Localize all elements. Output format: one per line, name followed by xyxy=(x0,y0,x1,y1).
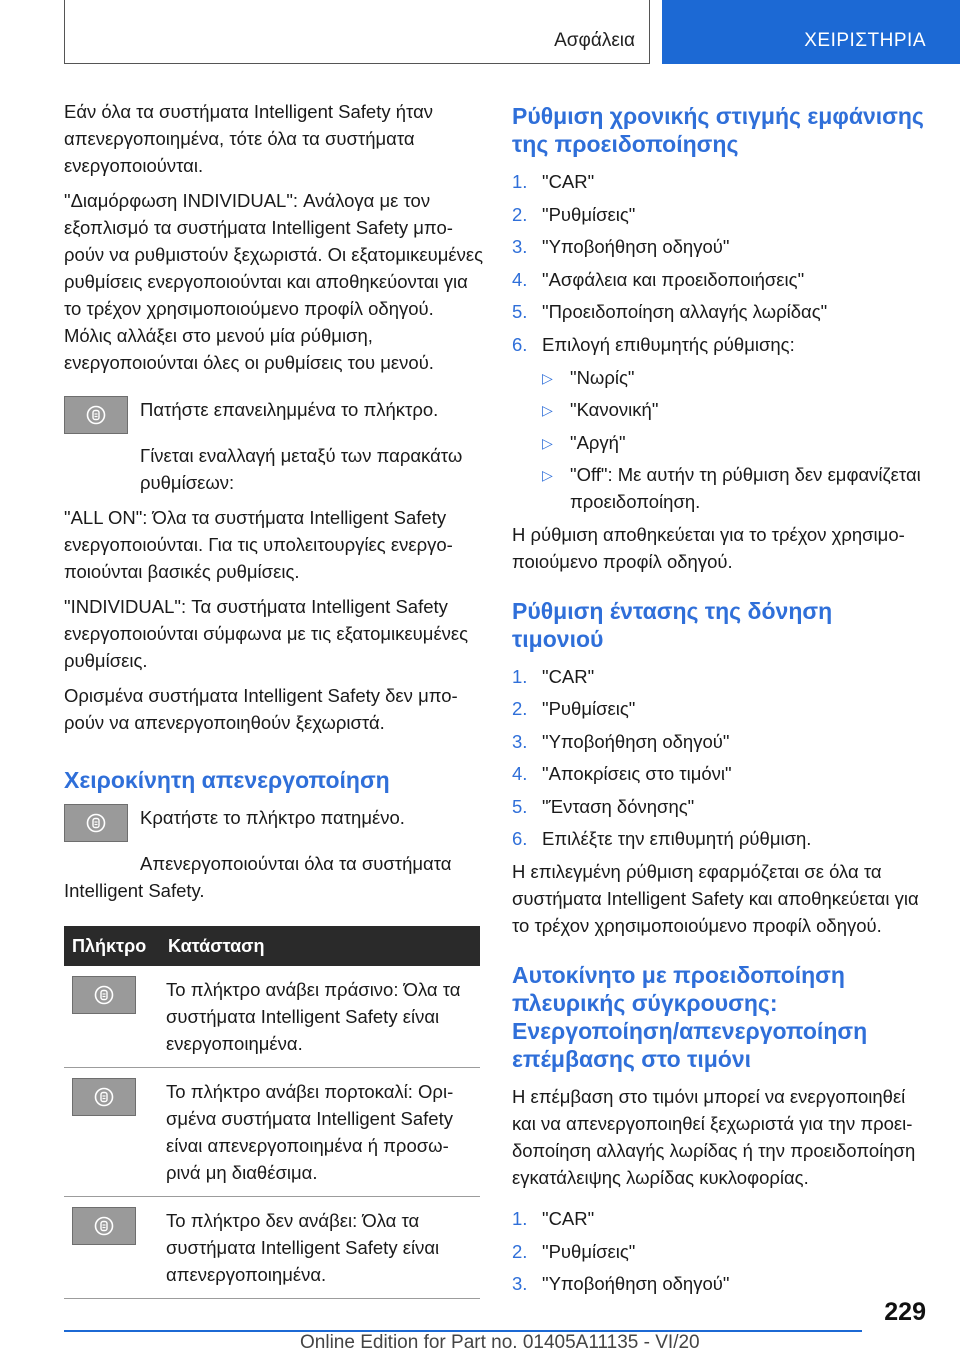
paragraph: "ALL ON": Όλα τα συστήματα Intelligent Safety ενεργοποιούνται. Για τις υπολειτουργίες ενεργοποιούνται βασικές ρυθμίσεις. xyxy=(64,507,453,582)
key-instruction-press xyxy=(64,396,484,450)
left-column xyxy=(64,98,484,1299)
intelligent-safety-key-icon xyxy=(72,1207,136,1245)
paragraph: Εάν όλα τα συστήματα Intelligent Safety ήταν απενεργοποιημένα, τότε όλα τα συστήματα ενεργοποιούνται. xyxy=(64,101,434,176)
option-text: "Off": Με αυτήν τη ρύθμιση δεν εμφανίζεται προειδοποίηση. xyxy=(570,464,921,512)
table-cell-key xyxy=(64,1197,160,1299)
step-number: 5. xyxy=(512,301,528,322)
header-section-title: Ασφάλεια xyxy=(554,30,635,51)
table-row xyxy=(64,966,480,1068)
step-text: "Αποκρίσεις στο τιμόνι" xyxy=(542,763,732,784)
triangle-bullet-icon: ▷ xyxy=(542,402,553,418)
step-text: "Ασφάλεια και προειδοποιήσεις" xyxy=(542,268,805,290)
list-item xyxy=(512,168,924,195)
intelligent-safety-key-icon xyxy=(64,396,128,434)
section-heading: Ρύθμιση έντασης της δόνηση τιμονιού xyxy=(512,597,833,652)
option-text: "Κανονική" xyxy=(570,399,659,420)
list-item xyxy=(512,793,924,820)
table-row xyxy=(64,1068,480,1197)
list-item xyxy=(512,233,924,260)
key-status-table xyxy=(64,926,480,1299)
paragraph: Η επέμβαση στο τιμόνι μπορεί να ενεργοποιηθεί και να απενεργοποιηθεί ξεχωριστά για την προειδοποίηση αλλαγής λωρίδας ή την προειδοποίηση εγκατάλειψης λωρίδας κυκλοφορίας. xyxy=(512,1086,916,1188)
list-item xyxy=(512,1270,924,1297)
table-cell-status: Το πλήκτρο ανάβει πορτοκαλί: Ορισμένα συστήματα Intelligent Safety είναι απενεργοποιημένα ή προσωρινά μη διαθέσιμα. xyxy=(160,1068,480,1197)
step-text: "Υποβοήθηση οδηγού" xyxy=(542,730,730,752)
step-number: 3. xyxy=(512,236,528,257)
step-number: 1. xyxy=(512,1208,528,1229)
steps-list xyxy=(512,1205,924,1297)
step-text: "CAR" xyxy=(542,171,595,192)
instruction-text: Πατήστε επανειλημμένα το πλήκτρο. xyxy=(140,399,439,420)
section-heading: Χειροκίνητη απενεργοποίηση xyxy=(64,767,390,793)
key-instruction-hold xyxy=(64,804,484,858)
step-number: 4. xyxy=(512,268,528,290)
paragraph: Απενεργοποιούνται όλα τα συστήματα Intelligent Safety. xyxy=(64,853,452,901)
table-cell-key xyxy=(64,966,160,1068)
step-text: Επιλέξτε την επιθυμητή ρύθμιση. xyxy=(542,828,812,849)
step-text: "CAR" xyxy=(542,1208,595,1229)
step-number: 3. xyxy=(512,730,528,752)
paragraph xyxy=(64,442,484,496)
step-text: "Ρυθμίσεις" xyxy=(542,1240,636,1262)
table-header-status: Κατάσταση xyxy=(160,926,480,966)
header-chapter-title: ΧΕΙΡΙΣΤΗΡΙΑ xyxy=(804,30,926,51)
instruction-text: Κρατήστε το πλήκτρο πατημένο. xyxy=(140,807,405,828)
step-number: 6. xyxy=(512,333,528,355)
step-text: Επιλογή επιθυμητής ρύθμισης: xyxy=(542,333,795,355)
step-number: 1. xyxy=(512,171,528,192)
step-number: 6. xyxy=(512,828,528,849)
list-item xyxy=(512,760,924,787)
step-text: "Υποβοήθηση οδηγού" xyxy=(542,1273,730,1294)
paragraph: "INDIVIDUAL": Τα συστήματα Intelligent Safety ενεργοποιούνται σύμφωνα με τις εξατομικευμένες ρυθμίσεις. xyxy=(64,596,469,671)
triangle-bullet-icon: ▷ xyxy=(542,434,553,451)
list-item xyxy=(512,695,924,722)
paragraph: "Διαμόρφωση INDIVIDUAL": Ανάλογα με τον εξοπλισμό τα συστήματα Intelligent Safety μπορούν να ρυθμιστούν ξεχωριστά. Οι εξατομικευμένες ρυθμίσεις ενεργοποιούνται και αποθηκεύονται για το τρέχον χρησιμοποιούμενο προφίλ οδηγού. Μόλις αλλάξει στο μενού μία ρύθμιση, ενεργοποιούνται όλες οι ρυθμίσεις του μενού. xyxy=(64,190,484,373)
list-item xyxy=(512,1205,924,1232)
intelligent-safety-key-icon xyxy=(64,804,128,842)
page-number: 229 xyxy=(884,1298,926,1326)
step-number: 5. xyxy=(512,795,528,817)
step-text: "Προειδοποίηση αλλαγής λωρίδας" xyxy=(542,301,828,322)
option-text: "Νωρίς" xyxy=(570,366,635,388)
header-section-tab xyxy=(64,0,650,64)
table-row xyxy=(64,1197,480,1299)
paragraph: Η επιλεγμένη ρύθμιση εφαρμόζεται σε όλα τα συστήματα Intelligent Safety και αποθηκεύεται για το τρέχον χρησιμοποιούμενο προφίλ οδηγού. xyxy=(512,861,919,936)
paragraph: Η ρύθμιση αποθηκεύεται για το τρέχον χρησιμοποιούμενο προφίλ οδηγού. xyxy=(512,523,905,572)
step-number: 2. xyxy=(512,203,528,225)
steps-list xyxy=(512,168,924,358)
step-text: "Υποβοήθηση οδηγού" xyxy=(542,236,730,257)
step-number: 3. xyxy=(512,1273,528,1294)
table-cell-key xyxy=(64,1068,160,1197)
list-item xyxy=(542,461,924,515)
paragraph-text: Γίνεται εναλλαγή μεταξύ των παρακάτω ρυθμίσεων: xyxy=(140,445,463,493)
header-chapter-tab xyxy=(662,0,960,64)
option-text: "Αργή" xyxy=(570,431,626,453)
steps-list xyxy=(512,663,924,853)
list-item xyxy=(512,1238,924,1265)
list-item xyxy=(542,396,924,423)
table-cell-status: Το πλήκτρο δεν ανάβει: Όλα τα συστήματα Intelligent Safety είναι απενεργοποιημένα. xyxy=(160,1197,480,1299)
list-item xyxy=(512,298,924,325)
table-header-row xyxy=(64,926,480,966)
step-number: 2. xyxy=(512,698,528,719)
table-cell-status: Το πλήκτρο ανάβει πράσινο: Όλα τα συστήματα Intelligent Safety είναι ενεργοποιημένα. xyxy=(160,966,480,1068)
list-item xyxy=(512,331,924,358)
section-heading: Αυτοκίνητο με προειδοποίηση πλευρικής σύγκρουσης: Ενεργοποίηση/απενεργοποίηση επέμβασης στο τιμόνι xyxy=(512,962,868,1072)
step-text: "Ένταση δόνησης" xyxy=(542,795,695,817)
step-text: "CAR" xyxy=(542,665,595,687)
option-list xyxy=(542,364,924,516)
step-text: "Ρυθμίσεις" xyxy=(542,698,636,719)
intelligent-safety-key-icon xyxy=(72,976,136,1014)
list-item xyxy=(512,201,924,228)
list-item xyxy=(512,825,924,852)
list-item xyxy=(512,266,924,293)
right-column xyxy=(512,98,924,1303)
list-item xyxy=(512,728,924,755)
step-number: 2. xyxy=(512,1240,528,1262)
list-item xyxy=(542,364,924,391)
step-number: 1. xyxy=(512,665,528,687)
triangle-bullet-icon: ▷ xyxy=(542,467,553,483)
section-heading: Ρύθμιση χρονικής στιγμής εμφάνισης της προειδοποίησης xyxy=(512,103,924,157)
table-header-key: Πλήκτρο xyxy=(64,926,160,966)
step-text: "Ρυθμίσεις" xyxy=(542,203,636,225)
intelligent-safety-key-icon xyxy=(72,1078,136,1116)
triangle-bullet-icon: ▷ xyxy=(542,369,553,386)
step-number: 4. xyxy=(512,763,528,784)
list-item xyxy=(512,663,924,690)
footer-edition: Online Edition for Part no. 01405A11135 - VI/20 xyxy=(300,1332,700,1353)
list-item xyxy=(542,429,924,456)
paragraph: Ορισμένα συστήματα Intelligent Safety δεν μπορούν να απενεργοποιηθούν ξεχωριστά. xyxy=(64,685,458,733)
